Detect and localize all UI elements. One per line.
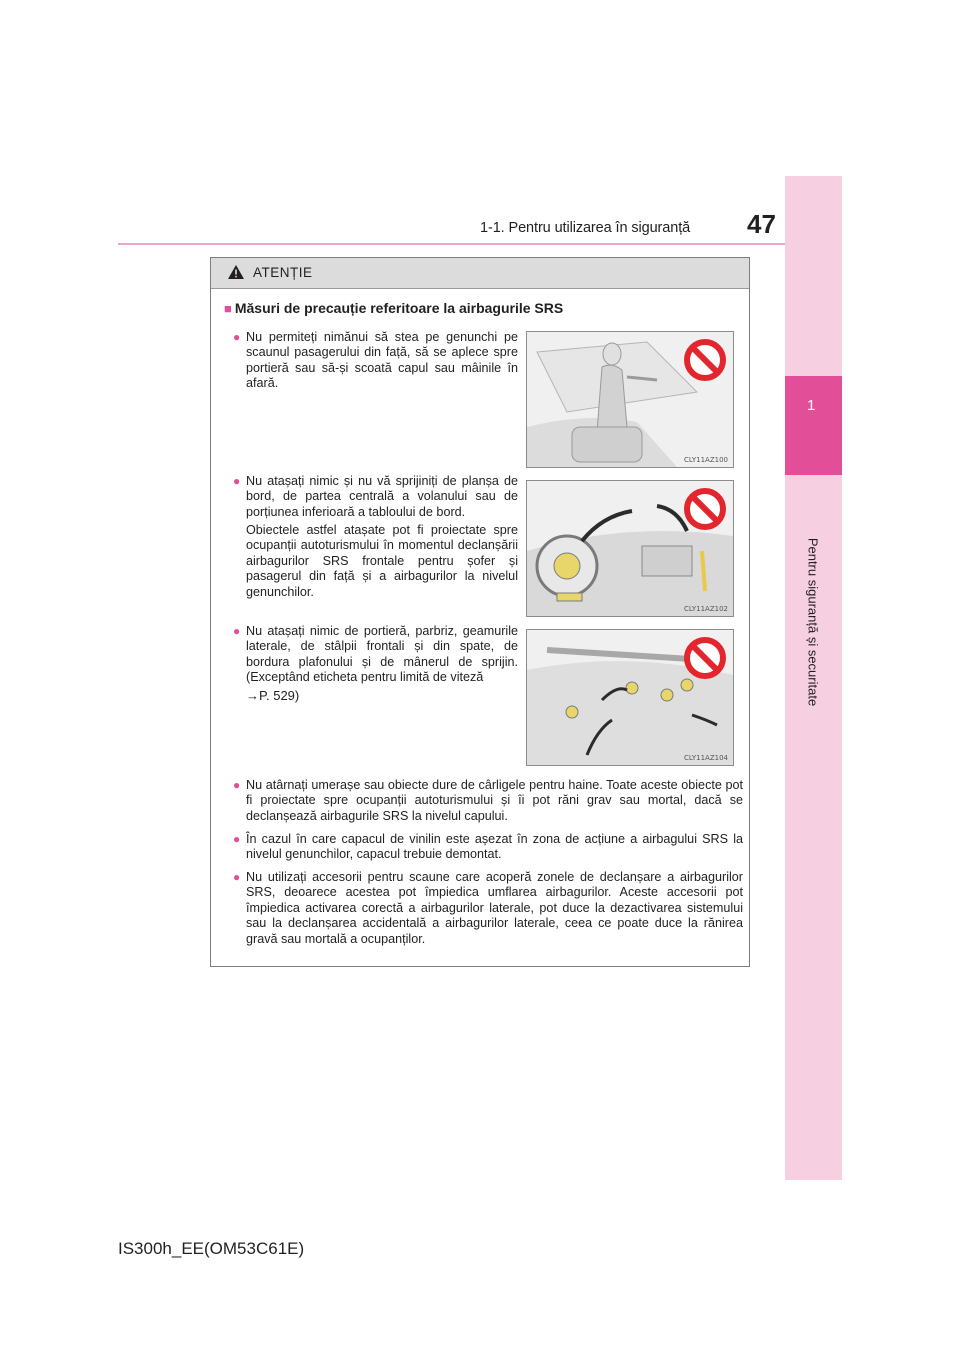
list-item	[233, 624, 518, 686]
chapter-number: 1	[807, 397, 816, 414]
illustration-dashboard	[526, 480, 734, 617]
model-code: IS300h_EE(OM53C61E)	[118, 1239, 305, 1258]
list-item	[233, 778, 743, 824]
item-text: Nu permiteți nimănui să stea pe genunchi pe scaunul pasagerului din față, să se aplece spre portieră sau să-și scoată capul sau mâinile în afară.	[246, 330, 518, 391]
bullet-icon: ●	[233, 832, 241, 846]
chapter-title: Pentru siguranță și securitate	[805, 537, 821, 707]
bullet-icon: ●	[233, 624, 241, 638]
prohibition-icon	[683, 338, 727, 382]
prohibition-icon	[683, 636, 727, 680]
list-item	[233, 832, 743, 863]
illustration-passenger-leaning	[526, 331, 734, 468]
caution-subheading	[224, 300, 563, 316]
page-number: 47	[747, 209, 776, 239]
illustration-code: CLY11AZ100	[684, 456, 728, 464]
list-item	[233, 330, 518, 392]
item-text: Nu atașați nimic și nu vă sprijiniți de planșa de bord, de partea centrală a volanului sau de porțiunea inferioară a tabloului de bord.	[246, 474, 518, 519]
bullet-icon: ●	[233, 778, 241, 792]
list-item	[233, 474, 518, 520]
caution-box	[210, 257, 750, 967]
illustration-roof-pillars	[526, 629, 734, 766]
caution-label: ATENȚIE	[253, 265, 313, 280]
page-reference-text: →P. 529)	[246, 688, 300, 703]
header-rule	[118, 243, 842, 245]
item-text: Nu atârnați umerașe sau obiecte dure de cârligele pentru haine. Toate aceste obiecte pot fi proiectate spre ocupanții autoturismului și îi pot răni grav sau mortal, dacă se declanșează airbagurile SRS la nivelul capului.	[246, 778, 743, 823]
caution-header	[211, 258, 749, 289]
square-bullet-icon: ■	[224, 301, 232, 316]
illustration-code: CLY11AZ104	[684, 754, 728, 762]
item-text: În cazul în care capacul de vinilin este așezat în zona de acțiune a airbagului SRS la nivelul genunchilor, capacul trebuie demontat.	[246, 832, 743, 862]
section-title: 1-1. Pentru utilizarea în siguranță	[480, 220, 691, 236]
prohibition-icon	[683, 487, 727, 531]
item-text: Obiectele astfel atașate pot fi proiectate spre ocupanții autoturismului în momentul declanșării airbagurilor SRS frontale pentru șofer și pasagerul din față și a airbagurilor la nivelul genunchilor.	[246, 523, 518, 599]
item-text: Nu utilizați accesorii pentru scaune care acoperă zonele de declanșare a airbagurilor SRS, deoarece acestea pot împiedica umflarea airbagurilor. Aceste accesorii pot împiedica activarea corectă a airbagurilor laterale, pot duce la dezactivarea sistemului sau la declanșarea accidentală a airbagurilor laterale, ceea ce poate duce la rănirea gravă sau mortală a ocupanților.	[246, 870, 743, 946]
list-item-continuation	[246, 523, 518, 600]
chapter-side-tab	[785, 176, 842, 1180]
chapter-marker	[785, 376, 842, 475]
bullet-icon: ●	[233, 870, 241, 884]
list-item	[233, 870, 743, 947]
bullet-icon: ●	[233, 330, 241, 344]
bullet-icon: ●	[233, 474, 241, 488]
subheading-text: Măsuri de precauție referitoare la airbagurile SRS	[234, 300, 564, 316]
page-reference	[246, 688, 518, 703]
illustration-code: CLY11AZ102	[684, 605, 728, 613]
item-text: Nu atașați nimic de portieră, parbriz, geamurile laterale, de stâlpii frontali și din spate, de bordura plafonului și de mânerul de sprijin. (Exceptând eticheta pentru limită de viteză	[246, 624, 518, 685]
warning-triangle-icon	[228, 265, 244, 279]
